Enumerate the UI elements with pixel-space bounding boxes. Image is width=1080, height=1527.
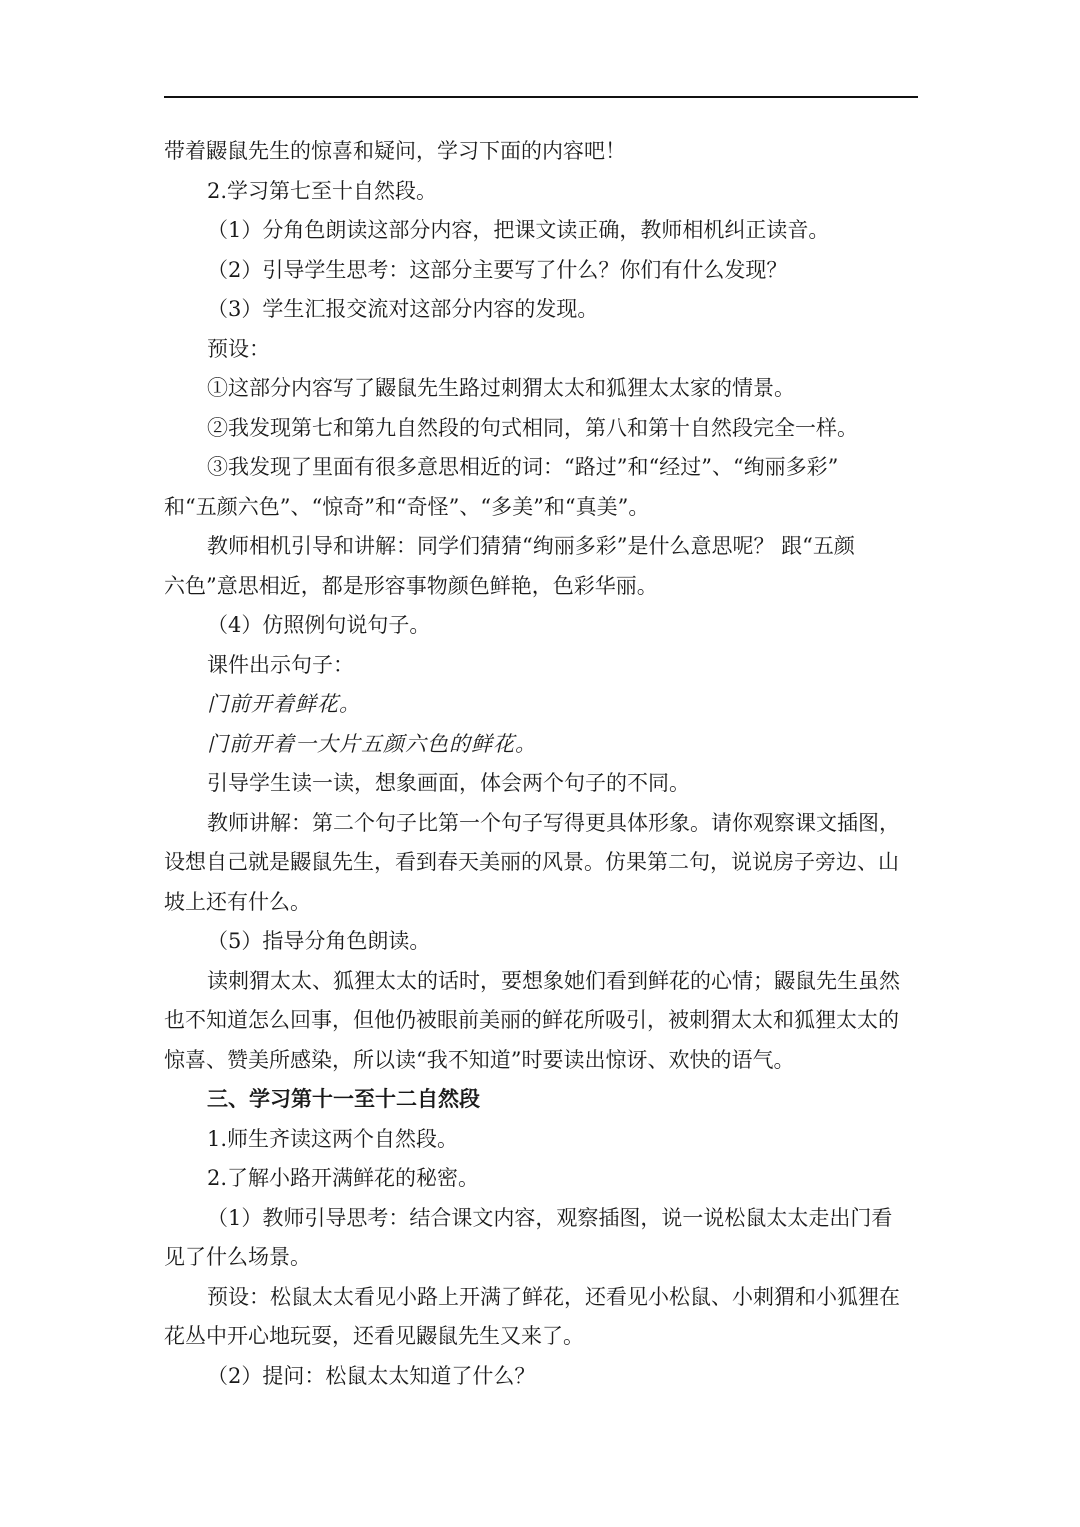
example-sentence: 门前开着鲜花。: [207, 692, 361, 716]
text-line: 也不知道怎么回事，但他仍被眼前美丽的鲜花所吸引，被刺猬太太和狐狸太太的: [164, 1008, 899, 1032]
text-line: 教师相机引导和讲解：同学们猜猜“绚丽多彩”是什么意思呢？ 跟“五颜: [207, 534, 855, 558]
example-sentence: 门前开着一大片五颜六色的鲜花。: [207, 732, 537, 756]
text-line: （2）提问：松鼠太太知道了什么？: [207, 1364, 536, 1388]
text-line: ③我发现了里面有很多意思相近的词：“路过”和“经过”、“绚丽多彩”: [207, 455, 839, 479]
text-line: ①这部分内容写了鼹鼠先生路过刺猬太太和狐狸太太家的情景。: [207, 376, 795, 400]
text-line: 2.了解小路开满鲜花的秘密。: [207, 1166, 480, 1190]
text-line: 预设：松鼠太太看见小路上开满了鲜花，还看见小松鼠、小刺猬和小狐狸在: [207, 1285, 900, 1309]
text-line: ②我发现第七和第九自然段的句式相同，第八和第十自然段完全一样。: [207, 416, 858, 440]
text-line: 坡上还有什么。: [164, 890, 311, 914]
section-heading: 三、学习第十一至十二自然段: [207, 1086, 480, 1111]
text-line: 惊喜、赞美所感染，所以读“我不知道”时要读出惊讶、欢快的语气。: [164, 1048, 795, 1072]
text-line: （4）仿照例句说句子。: [207, 613, 431, 637]
text-line: 引导学生读一读，想象画面，体会两个句子的不同。: [207, 771, 690, 795]
header-rule: [164, 96, 918, 98]
text-line: 2.学习第七至十自然段。: [207, 179, 438, 203]
text-line: （5）指导分角色朗读。: [207, 929, 431, 953]
text-line: 带着鼹鼠先生的惊喜和疑问，学习下面的内容吧！: [164, 139, 626, 163]
text-line: （1）分角色朗读这部分内容，把课文读正确，教师相机纠正读音。: [207, 218, 830, 242]
text-line: 花丛中开心地玩耍，还看见鼹鼠先生又来了。: [164, 1324, 584, 1348]
text-line: （1）教师引导思考：结合课文内容，观察插图，说一说松鼠太太走出门看: [207, 1206, 893, 1230]
text-line: 设想自己就是鼹鼠先生，看到春天美丽的风景。仿果第二句，说说房子旁边、山: [164, 850, 899, 874]
text-line: 见了什么场景。: [164, 1245, 311, 1269]
text-line: 读刺猬太太、狐狸太太的话时，要想象她们看到鲜花的心情；鼹鼠先生虽然: [207, 969, 900, 993]
text-line: （2）引导学生思考：这部分主要写了什么？你们有什么发现？: [207, 258, 788, 282]
text-line: 预设：: [207, 337, 270, 361]
text-line: 1.师生齐读这两个自然段。: [207, 1127, 459, 1151]
text-line: 课件出示句子：: [207, 653, 354, 677]
text-line: 教师讲解：第二个句子比第一个句子写得更具体形象。请你观察课文插图，: [207, 811, 900, 835]
text-line: 和“五颜六色”、“惊奇”和“奇怪”、“多美”和“真美”。: [164, 495, 650, 519]
text-line: （3）学生汇报交流对这部分内容的发现。: [207, 297, 599, 321]
text-line: 六色”意思相近，都是形容事物颜色鲜艳，色彩华丽。: [164, 574, 658, 598]
